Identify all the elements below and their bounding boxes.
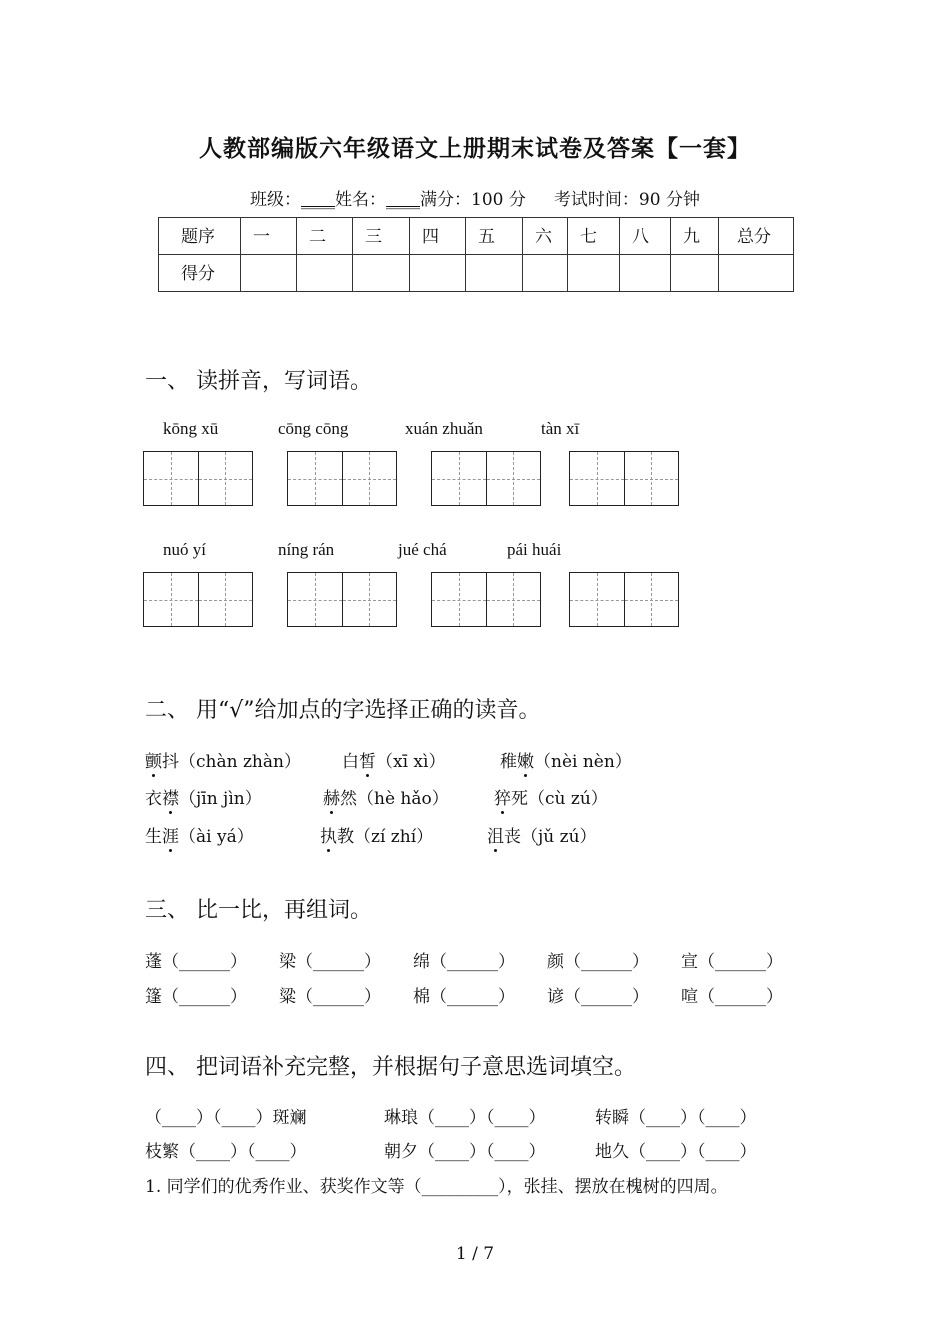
writing-grid[interactable] <box>569 451 679 506</box>
writing-grid[interactable] <box>569 572 679 627</box>
idiom-blank[interactable]: 转瞬（____）（____） <box>595 1108 757 1128</box>
idiom-blank[interactable]: 琳琅（____）（____） <box>384 1108 546 1128</box>
page-title: 人教部编版六年级语文上册期末试卷及答案【一套】 <box>199 135 751 162</box>
pinyin: cōng cōng <box>278 419 349 438</box>
reading-choice[interactable]: 赫然（hè hǎo） <box>323 784 449 809</box>
compare-word[interactable]: 宣（______） <box>681 952 783 972</box>
score-table <box>158 217 794 292</box>
compare-word[interactable]: 梁（______） <box>279 952 381 972</box>
dotted-char: 沮 <box>487 822 504 847</box>
compare-word[interactable]: 蓬（______） <box>145 952 247 972</box>
pinyin: níng rán <box>278 540 335 559</box>
reading-choice[interactable]: 沮丧（jǔ zú） <box>487 822 597 847</box>
score-cell[interactable] <box>671 255 719 292</box>
section-4-heading: 四、 把词语补充完整，并根据句子意思选词填空。 <box>145 1055 636 1080</box>
idiom-blank[interactable]: 地久（____）（____） <box>595 1142 757 1162</box>
pinyin: jué chá <box>398 540 447 559</box>
score-cell[interactable] <box>353 255 410 292</box>
score-header-cell: 七 <box>568 218 620 255</box>
reading-choice[interactable]: 执教（zí zhí） <box>320 822 433 847</box>
exam-info <box>0 185 950 210</box>
score-header-cell: 六 <box>523 218 568 255</box>
idiom-blank[interactable]: （____）（____）斑斓 <box>145 1108 307 1128</box>
section-1-heading: 一、 读拼音，写词语。 <box>145 369 372 394</box>
exam-time: 考试时间：90 分钟 <box>553 190 700 210</box>
dotted-char: 皙 <box>359 747 376 772</box>
score-header-row <box>159 218 794 255</box>
score-header-cell: 题序 <box>159 218 241 255</box>
dotted-char: 涯 <box>162 822 179 847</box>
reading-choice[interactable]: 衣襟（jīn jìn） <box>145 784 262 809</box>
fill-sentence-1[interactable]: 1. 同学们的优秀作业、获奖作文等（_________），张挂、摆放在槐树的四周。 <box>145 1177 728 1197</box>
compare-word[interactable]: 颜（______） <box>547 952 649 972</box>
writing-grid[interactable] <box>143 451 253 506</box>
reading-choice[interactable]: 生涯（ài yá） <box>145 822 254 847</box>
writing-grid[interactable] <box>431 451 541 506</box>
reading-choice[interactable]: 白皙（xī xì） <box>342 747 445 772</box>
pinyin: tàn xī <box>541 419 580 438</box>
score-cell[interactable] <box>410 255 466 292</box>
pinyin: kōng xū <box>163 419 219 438</box>
name-blank: ____ <box>386 190 421 210</box>
score-header-cell: 四 <box>410 218 466 255</box>
writing-grid[interactable] <box>143 572 253 627</box>
dotted-char: 赫 <box>323 784 340 809</box>
compare-word[interactable]: 绵（______） <box>413 952 515 972</box>
score-cell[interactable] <box>719 255 794 292</box>
section-3-heading: 三、 比一比，再组词。 <box>145 898 372 923</box>
compare-word[interactable]: 篷（______） <box>145 987 247 1007</box>
compare-word[interactable]: 粱（______） <box>279 987 381 1007</box>
page-number: 1 / 7 <box>455 1244 495 1264</box>
score-cell[interactable] <box>568 255 620 292</box>
score-cell[interactable] <box>241 255 297 292</box>
section-2-heading: 二、 用“√”给加点的字选择正确的读音。 <box>145 698 541 723</box>
dotted-char: 颤 <box>145 747 162 772</box>
writing-grid[interactable] <box>431 572 541 627</box>
score-cell[interactable] <box>297 255 353 292</box>
class-blank: ____ <box>301 190 336 210</box>
idiom-blank[interactable]: 朝夕（____）（____） <box>384 1142 546 1162</box>
score-header-cell: 总分 <box>719 218 794 255</box>
pinyin: pái huái <box>507 540 562 559</box>
full-score: 满分：100 分 <box>420 190 526 210</box>
score-header-cell: 五 <box>466 218 523 255</box>
writing-grid[interactable] <box>287 451 397 506</box>
score-cell[interactable] <box>466 255 523 292</box>
score-cell[interactable] <box>620 255 671 292</box>
dotted-char: 猝 <box>494 784 511 809</box>
score-header-cell: 八 <box>620 218 671 255</box>
score-header-cell: 三 <box>353 218 410 255</box>
class-label: 班级： <box>250 190 302 210</box>
compare-word[interactable]: 棉（______） <box>413 987 515 1007</box>
name-label: 姓名： <box>335 190 387 210</box>
writing-grid[interactable] <box>287 572 397 627</box>
pinyin: xuán zhuǎn <box>405 419 483 438</box>
score-cell[interactable] <box>523 255 568 292</box>
compare-word[interactable]: 喧（______） <box>681 987 783 1007</box>
idiom-blank[interactable]: 枝繁（____）（____） <box>145 1142 307 1162</box>
compare-word[interactable]: 谚（______） <box>547 987 649 1007</box>
reading-choice[interactable]: 稚嫩（nèi nèn） <box>500 747 632 772</box>
score-header-cell: 九 <box>671 218 719 255</box>
score-row <box>159 255 794 292</box>
score-header-cell: 一 <box>241 218 297 255</box>
dotted-char: 襟 <box>162 784 179 809</box>
pinyin: nuó yí <box>163 540 206 559</box>
reading-choice[interactable]: 猝死（cù zú） <box>494 784 608 809</box>
reading-choice[interactable]: 颤抖（chàn zhàn） <box>145 747 301 772</box>
dotted-char: 执 <box>320 822 337 847</box>
score-header-cell: 二 <box>297 218 353 255</box>
score-row-label: 得分 <box>159 255 241 292</box>
dotted-char: 嫩 <box>517 747 534 772</box>
